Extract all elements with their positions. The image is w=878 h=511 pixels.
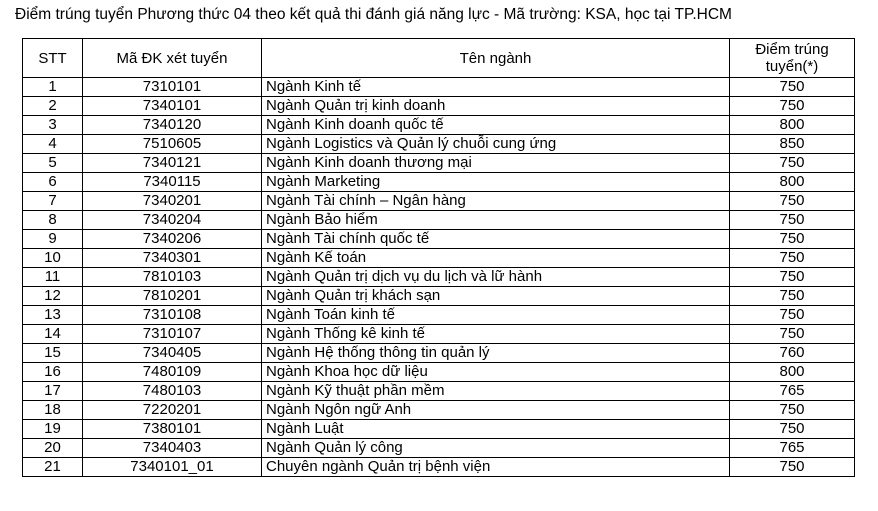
table-row bbox=[23, 287, 855, 306]
cell-score: 850 bbox=[730, 135, 855, 154]
cell-code: 7340101 bbox=[83, 97, 262, 116]
cell-stt: 19 bbox=[23, 420, 83, 439]
table-row bbox=[23, 230, 855, 249]
cell-code: 7480103 bbox=[83, 382, 262, 401]
cell-stt: 1 bbox=[23, 78, 83, 97]
cell-stt: 21 bbox=[23, 458, 83, 477]
cell-code: 7340204 bbox=[83, 211, 262, 230]
cell-code: 7340101_01 bbox=[83, 458, 262, 477]
cell-major-name: Ngành Kế toán bbox=[262, 249, 730, 268]
cell-code: 7340301 bbox=[83, 249, 262, 268]
cell-code: 7340120 bbox=[83, 116, 262, 135]
cell-stt: 5 bbox=[23, 154, 83, 173]
table-row bbox=[23, 78, 855, 97]
cell-major-name: Chuyên ngành Quản trị bệnh viện bbox=[262, 458, 730, 477]
table-row bbox=[23, 363, 855, 382]
cell-code: 7340201 bbox=[83, 192, 262, 211]
cell-stt: 18 bbox=[23, 401, 83, 420]
cell-stt: 7 bbox=[23, 192, 83, 211]
cell-score: 750 bbox=[730, 97, 855, 116]
cell-code: 7340403 bbox=[83, 439, 262, 458]
cell-stt: 2 bbox=[23, 97, 83, 116]
cell-major-name: Ngành Kinh tế bbox=[262, 78, 730, 97]
table-row bbox=[23, 154, 855, 173]
cell-code: 7380101 bbox=[83, 420, 262, 439]
header-major-name: Tên ngành bbox=[262, 39, 730, 78]
cell-code: 7810103 bbox=[83, 268, 262, 287]
cell-major-name: Ngành Quản lý công bbox=[262, 439, 730, 458]
cell-stt: 12 bbox=[23, 287, 83, 306]
cell-stt: 16 bbox=[23, 363, 83, 382]
cell-stt: 10 bbox=[23, 249, 83, 268]
cell-score: 765 bbox=[730, 439, 855, 458]
cell-score: 750 bbox=[730, 230, 855, 249]
table-row bbox=[23, 439, 855, 458]
cell-score: 800 bbox=[730, 173, 855, 192]
cell-code: 7340115 bbox=[83, 173, 262, 192]
cell-major-name: Ngành Thống kê kinh tế bbox=[262, 325, 730, 344]
table-row bbox=[23, 192, 855, 211]
cell-score: 750 bbox=[730, 420, 855, 439]
cell-major-name: Ngành Tài chính – Ngân hàng bbox=[262, 192, 730, 211]
cell-major-name: Ngành Bảo hiểm bbox=[262, 211, 730, 230]
table-row bbox=[23, 382, 855, 401]
cell-major-name: Ngành Khoa học dữ liệu bbox=[262, 363, 730, 382]
cell-code: 7340121 bbox=[83, 154, 262, 173]
cell-code: 7810201 bbox=[83, 287, 262, 306]
cell-stt: 15 bbox=[23, 344, 83, 363]
cell-stt: 13 bbox=[23, 306, 83, 325]
cell-score: 765 bbox=[730, 382, 855, 401]
cell-score: 750 bbox=[730, 154, 855, 173]
cell-stt: 8 bbox=[23, 211, 83, 230]
cell-code: 7340405 bbox=[83, 344, 262, 363]
cell-major-name: Ngành Quản trị dịch vụ du lịch và lữ hành bbox=[262, 268, 730, 287]
cell-score: 750 bbox=[730, 192, 855, 211]
cell-code: 7310108 bbox=[83, 306, 262, 325]
cell-major-name: Ngành Quản trị khách sạn bbox=[262, 287, 730, 306]
cell-score: 800 bbox=[730, 116, 855, 135]
cell-major-name: Ngành Hệ thống thông tin quản lý bbox=[262, 344, 730, 363]
cell-score: 750 bbox=[730, 78, 855, 97]
cell-score: 750 bbox=[730, 401, 855, 420]
table-row bbox=[23, 325, 855, 344]
header-stt: STT bbox=[23, 39, 83, 78]
cell-major-name: Ngành Toán kinh tế bbox=[262, 306, 730, 325]
cell-major-name: Ngành Quản trị kinh doanh bbox=[262, 97, 730, 116]
cell-score: 750 bbox=[730, 268, 855, 287]
cell-score: 750 bbox=[730, 287, 855, 306]
cell-code: 7510605 bbox=[83, 135, 262, 154]
cell-score: 750 bbox=[730, 306, 855, 325]
cell-score: 750 bbox=[730, 458, 855, 477]
cell-score: 760 bbox=[730, 344, 855, 363]
table-row bbox=[23, 306, 855, 325]
cell-stt: 3 bbox=[23, 116, 83, 135]
table-row bbox=[23, 458, 855, 477]
cell-score: 750 bbox=[730, 249, 855, 268]
table-row bbox=[23, 344, 855, 363]
table-row bbox=[23, 249, 855, 268]
cell-stt: 4 bbox=[23, 135, 83, 154]
cell-score: 800 bbox=[730, 363, 855, 382]
cell-score: 750 bbox=[730, 211, 855, 230]
admission-scores-table bbox=[22, 38, 855, 477]
cell-major-name: Ngành Kinh doanh quốc tế bbox=[262, 116, 730, 135]
cell-stt: 14 bbox=[23, 325, 83, 344]
cell-code: 7310101 bbox=[83, 78, 262, 97]
table-body bbox=[23, 78, 855, 477]
cell-score: 750 bbox=[730, 325, 855, 344]
cell-major-name: Ngành Marketing bbox=[262, 173, 730, 192]
table-row bbox=[23, 401, 855, 420]
page-title: Điểm trúng tuyển Phương thức 04 theo kết quả thi đánh giá năng lực - Mã trường: KSA, học tại TP.HCM bbox=[15, 6, 732, 23]
cell-code: 7480109 bbox=[83, 363, 262, 382]
cell-major-name: Ngành Ngôn ngữ Anh bbox=[262, 401, 730, 420]
table-row bbox=[23, 420, 855, 439]
cell-major-name: Ngành Logistics và Quản lý chuỗi cung ứng bbox=[262, 135, 730, 154]
cell-stt: 11 bbox=[23, 268, 83, 287]
cell-stt: 6 bbox=[23, 173, 83, 192]
table-row bbox=[23, 97, 855, 116]
table-row bbox=[23, 268, 855, 287]
table-row bbox=[23, 211, 855, 230]
cell-major-name: Ngành Tài chính quốc tế bbox=[262, 230, 730, 249]
header-code: Mã ĐK xét tuyển bbox=[83, 39, 262, 78]
cell-code: 7220201 bbox=[83, 401, 262, 420]
cell-stt: 20 bbox=[23, 439, 83, 458]
cell-major-name: Ngành Kinh doanh thương mại bbox=[262, 154, 730, 173]
cell-stt: 9 bbox=[23, 230, 83, 249]
cell-code: 7310107 bbox=[83, 325, 262, 344]
table-row bbox=[23, 116, 855, 135]
cell-major-name: Ngành Luật bbox=[262, 420, 730, 439]
cell-code: 7340206 bbox=[83, 230, 262, 249]
table-row bbox=[23, 135, 855, 154]
cell-major-name: Ngành Kỹ thuật phần mềm bbox=[262, 382, 730, 401]
table-header-row bbox=[23, 39, 855, 78]
table-row bbox=[23, 173, 855, 192]
cell-stt: 17 bbox=[23, 382, 83, 401]
header-score: Điểm trúng tuyển(*) bbox=[730, 39, 855, 78]
